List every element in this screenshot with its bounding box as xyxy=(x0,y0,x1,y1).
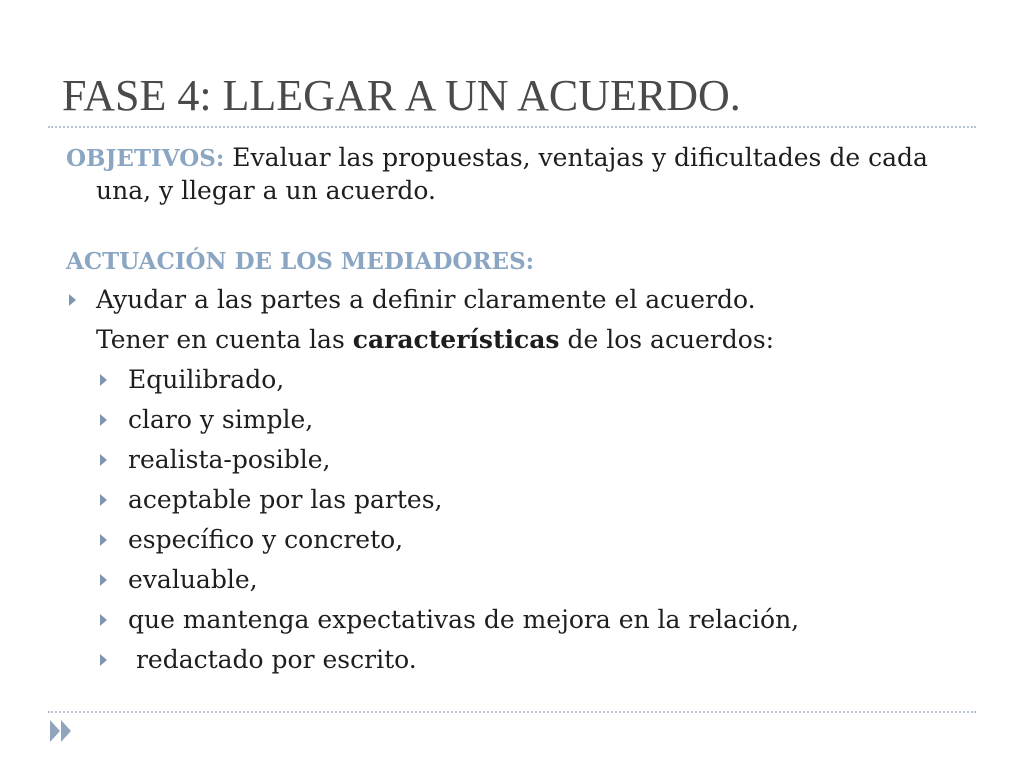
list-item xyxy=(66,400,966,440)
bullet-text: Ayudar a las partes a definir claramente el acuerdo. xyxy=(96,285,756,314)
list-item xyxy=(66,600,966,640)
list-item xyxy=(66,640,966,680)
list-item xyxy=(66,440,966,480)
objectives-text: Evaluar las propuestas, ventajas y dificultades de cada una, y llegar a un acuerdo. xyxy=(96,143,928,205)
list-item-text: claro y simple, xyxy=(128,405,314,434)
list-item xyxy=(66,520,966,560)
slide-title: FASE 4: LLEGAR A UN ACUERDO. xyxy=(62,71,741,120)
list-item-text: que mantenga expectativas de mejora en la relación, xyxy=(128,605,800,634)
objectives-label: OBJETIVOS: xyxy=(66,145,225,172)
list-item xyxy=(66,560,966,600)
intro-text-before: Tener en cuenta las xyxy=(96,325,345,354)
triangle-right-icon xyxy=(100,494,107,506)
triangle-right-icon xyxy=(100,414,107,426)
triangle-right-icon xyxy=(100,454,107,466)
characteristics-intro xyxy=(66,320,966,360)
list-item-text: evaluable, xyxy=(128,565,258,594)
triangle-right-icon xyxy=(100,374,107,386)
mediators-heading: ACTUACIÓN DE LOS MEDIADORES: xyxy=(66,248,535,275)
bullet-item xyxy=(66,280,966,320)
intro-text-bold: características xyxy=(352,325,560,354)
mediators-heading-paragraph xyxy=(66,245,966,278)
list-item-text: Equilibrado, xyxy=(128,365,285,394)
title-divider xyxy=(48,126,976,128)
list-item xyxy=(66,480,966,520)
double-chevron-right-icon xyxy=(50,718,72,744)
list-item-text: aceptable por las partes, xyxy=(128,485,443,514)
triangle-right-icon xyxy=(100,574,107,586)
triangle-right-icon xyxy=(100,534,107,546)
list-item xyxy=(66,360,966,400)
triangle-right-icon xyxy=(69,294,76,306)
slide-content xyxy=(66,142,966,680)
objectives-paragraph xyxy=(66,142,966,207)
list-item-text: específico y concreto, xyxy=(128,525,404,554)
triangle-right-icon xyxy=(100,614,107,626)
list-item-text: redactado por escrito. xyxy=(128,645,417,674)
footer-divider xyxy=(48,711,976,713)
triangle-right-icon xyxy=(100,654,107,666)
intro-text-after: de los acuerdos: xyxy=(567,325,775,354)
list-item-text: realista-posible, xyxy=(128,445,331,474)
